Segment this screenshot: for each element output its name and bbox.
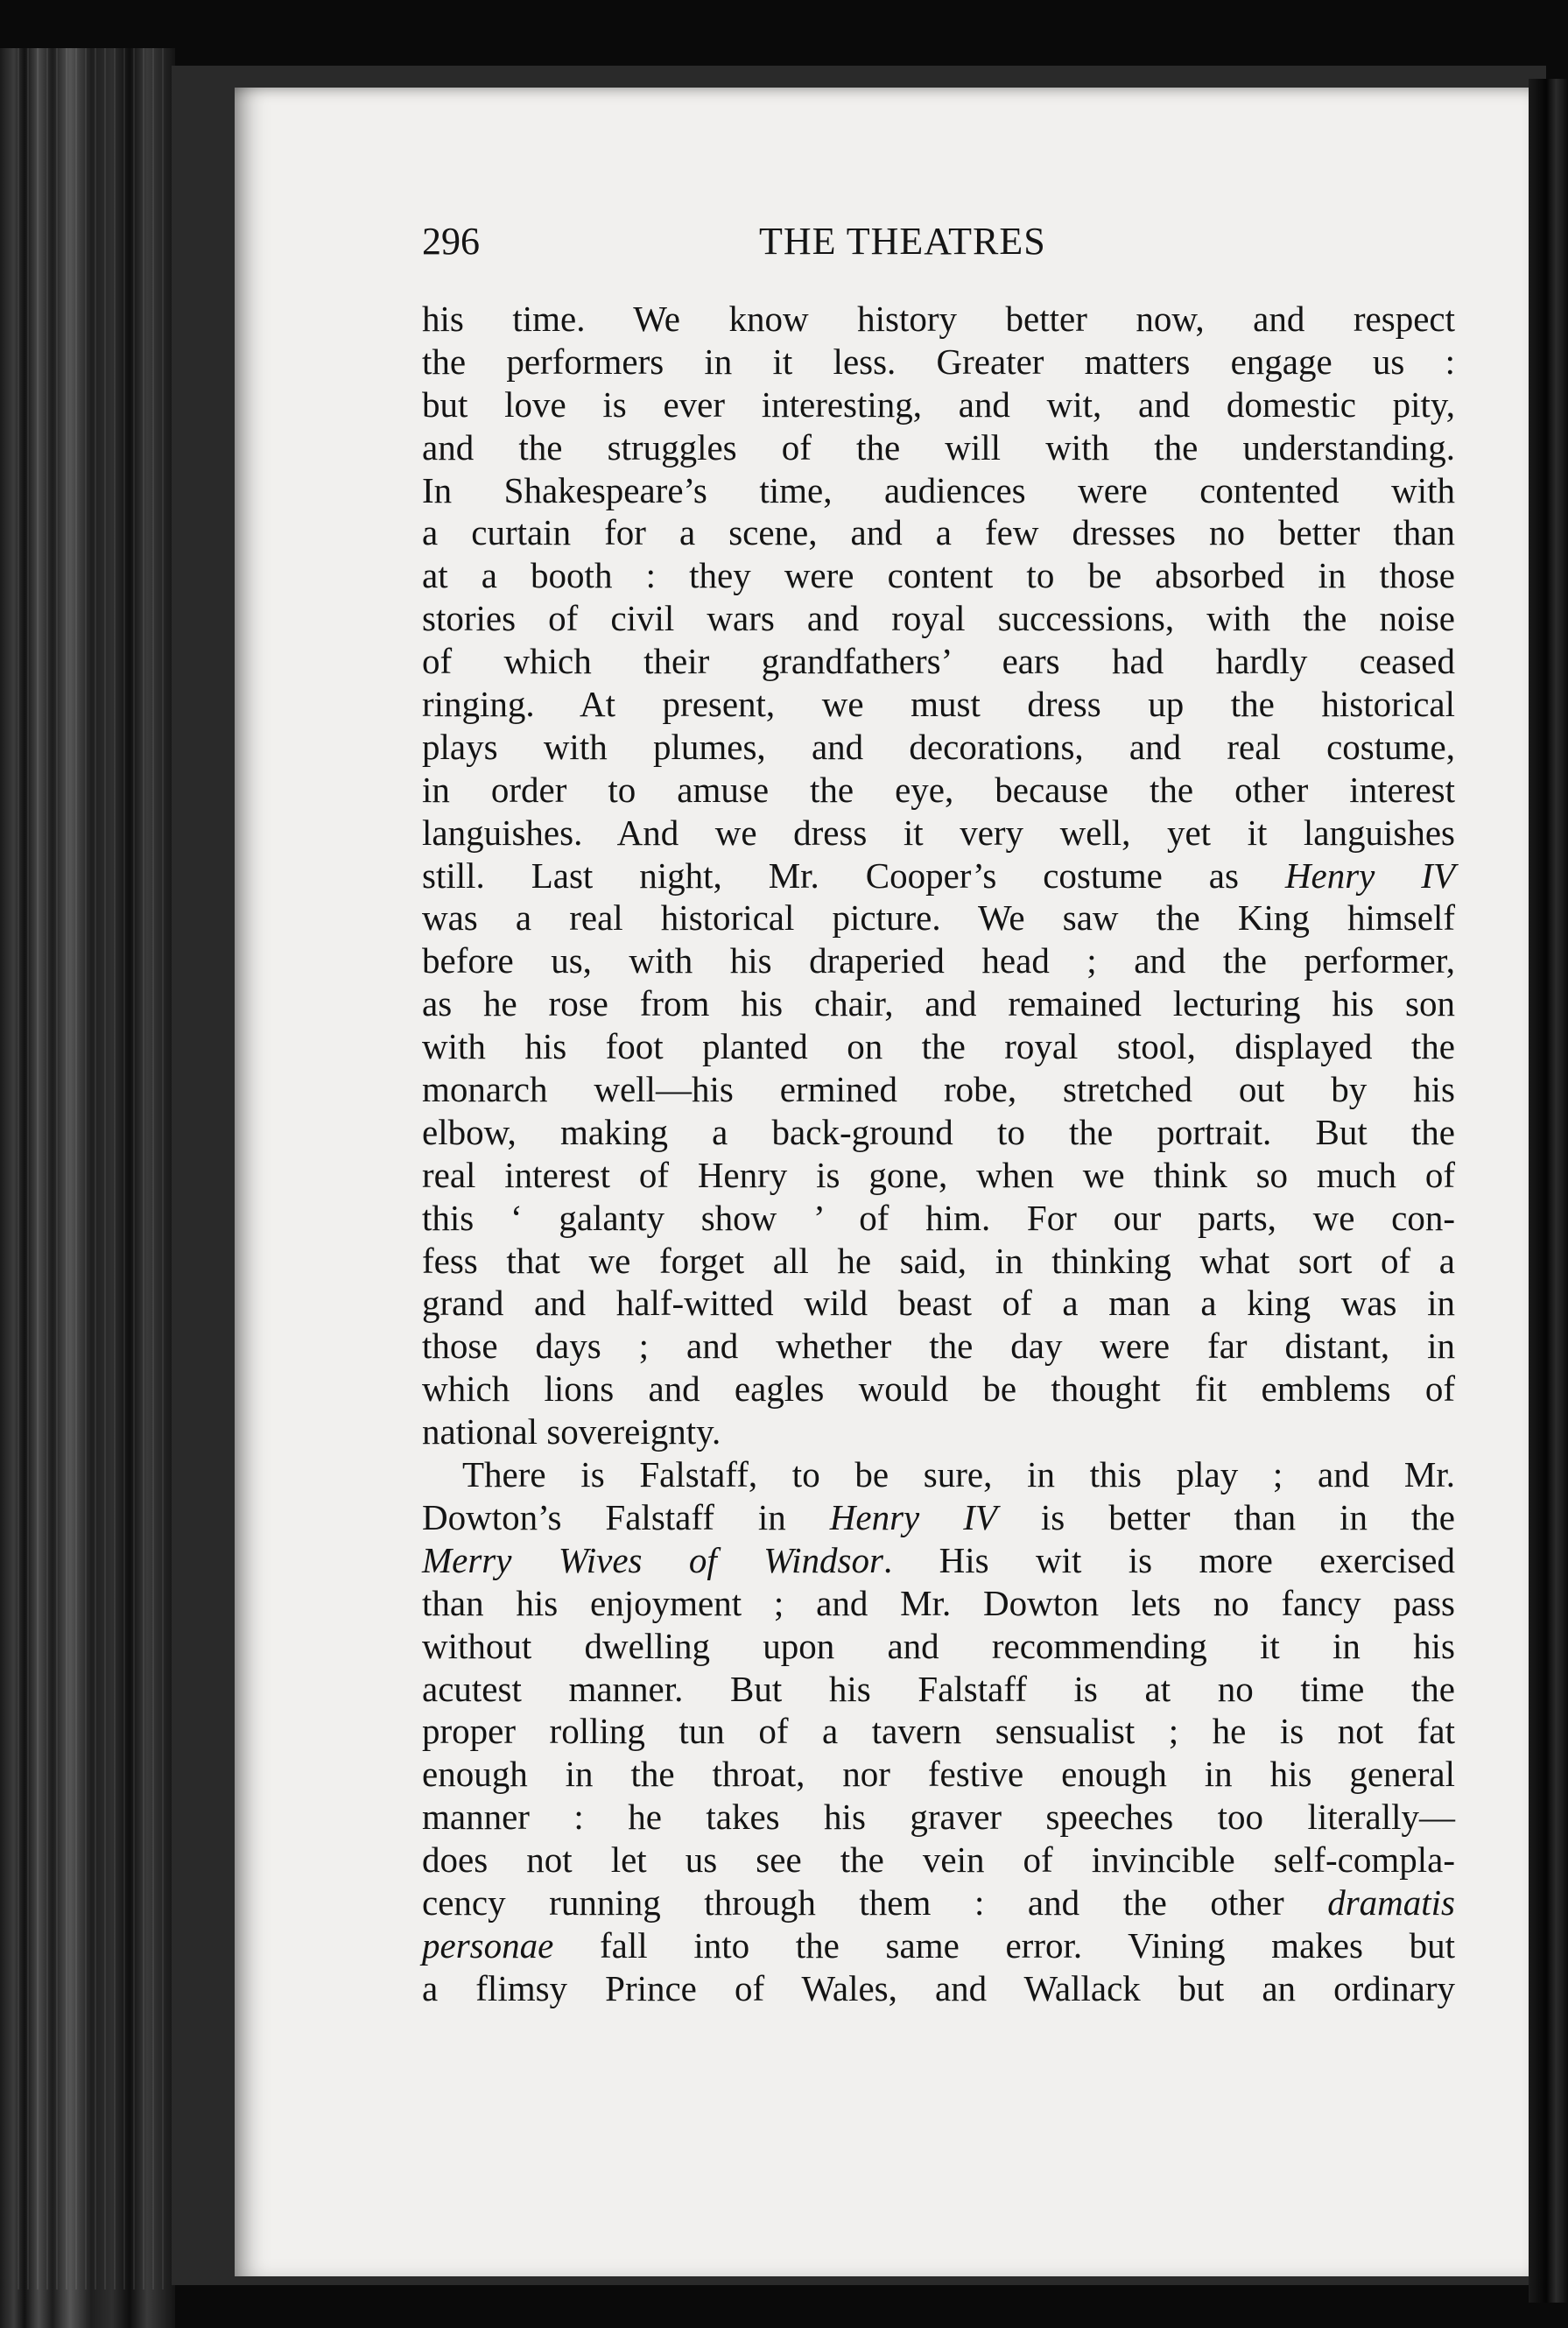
body-text bbox=[422, 298, 1455, 2010]
text-line: There is Falstaff, to be sure, in this play ; and Mr. bbox=[462, 1454, 1455, 1495]
text-line: which lions and eagles would be thought fit emblems of bbox=[422, 1368, 1455, 1410]
text-line: in order to amuse the eye, because the other interest bbox=[422, 769, 1455, 810]
text-line: plays with plumes, and decorations, and real costume, bbox=[422, 726, 1455, 767]
text-line: a curtain for a scene, and a few dresses no better than bbox=[422, 512, 1455, 553]
text-line: the performers in it less. Greater matters engage us : bbox=[422, 341, 1455, 382]
text-line: this ‘ galanty show ’ of him. For our parts, we con- bbox=[422, 1197, 1455, 1238]
text-line: personae fall into the same error. Vining makes but bbox=[422, 1924, 1455, 1966]
text-line: than his enjoyment ; and Mr. Dowton lets no fancy pass bbox=[422, 1582, 1455, 1623]
text-line: monarch well—his ermined robe, stretched out by his bbox=[422, 1069, 1455, 1110]
text-line: still. Last night, Mr. Cooper’s costume as Henry IV bbox=[422, 855, 1455, 896]
text-line: manner : he takes his graver speeches too literally— bbox=[422, 1797, 1455, 1838]
text-line: a flimsy Prince of Wales, and Wallack but an ordinary bbox=[422, 1967, 1455, 2008]
text-line: ringing. At present, we must dress up the historical bbox=[422, 684, 1455, 725]
text-line: acutest manner. But his Falstaff is at no time the bbox=[422, 1668, 1455, 1709]
text-line: with his foot planted on the royal stool, displayed the bbox=[422, 1026, 1455, 1067]
text-line: was a real historical picture. We saw the King himself bbox=[422, 897, 1455, 939]
text-line: his time. We know history better now, and respect bbox=[422, 299, 1455, 339]
text-line: grand and half-witted wild beast of a man a king was in bbox=[422, 1283, 1455, 1324]
text-line: Dowton’s Falstaff in Henry IV is better than in the bbox=[422, 1496, 1455, 1537]
running-head: THE THEATRES bbox=[759, 220, 1046, 263]
text-line: those days ; and whether the day were far distant, in bbox=[422, 1326, 1455, 1367]
text-line: languishes. And we dress it very well, yet it languishes bbox=[422, 812, 1455, 853]
text-line: as he rose from his chair, and remained lecturing his son bbox=[422, 983, 1455, 1024]
page-stack-edges bbox=[18, 48, 166, 2289]
text-line: elbow, making a back-ground to the portrait. But the bbox=[422, 1111, 1455, 1152]
text-line: real interest of Henry is gone, when we think so much of bbox=[422, 1154, 1455, 1195]
text-line: enough in the throat, nor festive enough in his general bbox=[422, 1754, 1455, 1795]
text-line: at a booth : they were content to be absorbed in those bbox=[422, 555, 1455, 596]
text-line: and the struggles of the will with the understanding. bbox=[422, 426, 1455, 468]
text-line: stories of civil wars and royal successions, with the noise bbox=[422, 598, 1455, 639]
text-line: In Shakespeare’s time, audiences were contented with bbox=[422, 469, 1455, 510]
page-header bbox=[422, 219, 1455, 271]
text-line: does not let us see the vein of invincible self-compla- bbox=[422, 1839, 1455, 1881]
text-line: but love is ever interesting, and wit, and domestic pity, bbox=[422, 383, 1455, 425]
text-line: cency running through them : and the other dramatis bbox=[422, 1881, 1455, 1923]
text-line: without dwelling upon and recommending it in his bbox=[422, 1625, 1455, 1666]
text-line: before us, with his draperied head ; and the performer, bbox=[422, 940, 1455, 981]
text-line: Merry Wives of Windsor. His wit is more exercised bbox=[422, 1539, 1455, 1580]
text-line: national sovereignty. bbox=[422, 1411, 721, 1452]
text-line: proper rolling tun of a tavern sensualist ; he is not fat bbox=[422, 1711, 1455, 1752]
text-line: of which their grandfathers’ ears had hardly ceased bbox=[422, 641, 1455, 682]
page-number: 296 bbox=[422, 220, 480, 263]
right-book-edge bbox=[1529, 79, 1568, 2303]
text-line: fess that we forget all he said, in thinking what sort of a bbox=[422, 1240, 1455, 1281]
